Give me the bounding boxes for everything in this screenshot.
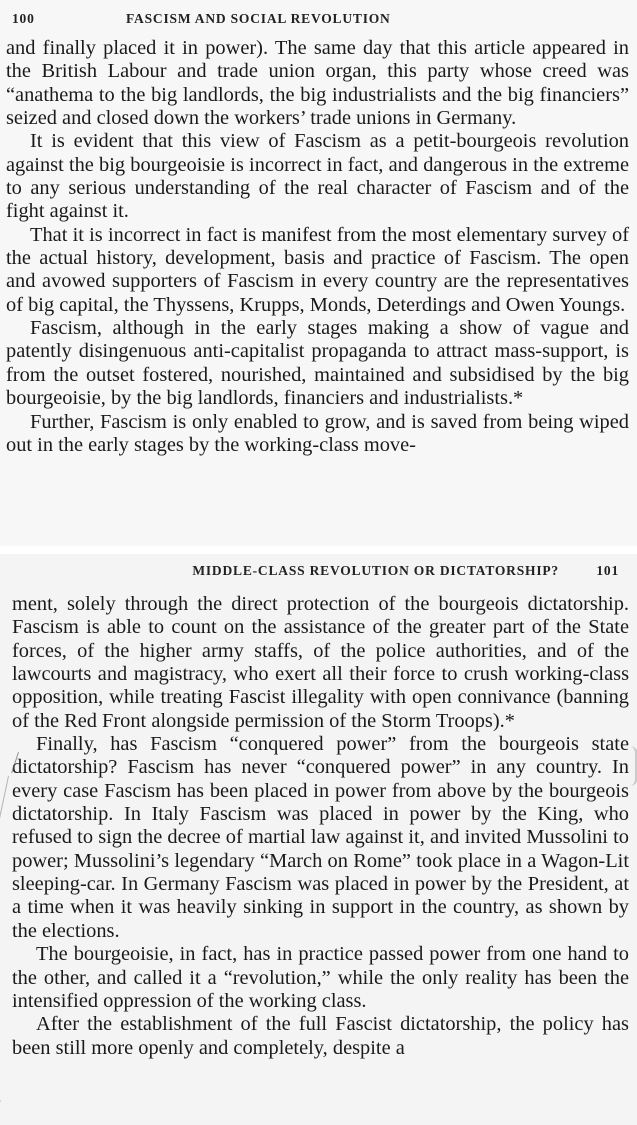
running-head-title: FASCISM AND SOCIAL REVOLUTION xyxy=(126,10,391,26)
paragraph: After the establishment of the full Fascist dictatorship, the policy has been still more openly and completely, despite a xyxy=(12,1013,629,1059)
paragraph: That it is incorrect in fact is manifest from the most elementary survey of the actual history, development, basis and practice of Fascism. The open and avowed supporters of Fascism in every country are the representatives of big capital, the Thyssens, Krupps, Monds, Deterdings and Owen Youngs. xyxy=(6,223,629,316)
body-text xyxy=(6,37,629,457)
running-head-title: MIDDLE-CLASS REVOLUTION OR DICTATORSHIP? xyxy=(192,562,559,578)
paragraph: and finally placed it in power). The same day that this article appeared in the British Labour and trade union organ, this party whose creed was “anathema to the big landlords, the big industrialists and the big financiers” seized and closed down the workers’ trade unions in Germany. xyxy=(6,37,629,130)
running-head-bottom xyxy=(12,554,629,587)
paragraph: Fascism, although in the early stages making a show of vague and patently disingenuous anti-capitalist propaganda to attract mass-support, is from the outset fostered, nourished, maintained and subsidised by the big bourgeoisie, by the big landlords, financiers and industrialists.* xyxy=(6,317,629,410)
paragraph: The bourgeoisie, in fact, has in practice passed power from one hand to the other, and called it a “revolution,” while the only reality has been the intensified oppression of the working class. xyxy=(12,943,629,1012)
body-text xyxy=(12,593,629,1060)
page-number: 101 xyxy=(596,562,619,578)
paragraph: Further, Fascism is only enabled to grow, and is saved from being wiped out in the early stages by the working-class move- xyxy=(6,410,629,456)
page-edge-shadow xyxy=(627,746,637,786)
paragraph: ment, solely through the direct protection of the bourgeois dictatorship. Fascism is able to count on the assistance of the greater part of the State forces, of the higher army staffs, of the police authorities, and of the lawcourts and magistracy, who exert all their force to crush working-class opposition, while treating Fascist illegality with open connivance (banning of the Red Front alongside permission of the Storm Troops).* xyxy=(12,593,629,732)
paragraph: It is evident that this view of Fascism as a petit-bourgeois revolution against the big bourgeoisie is incorrect in fact, and dangerous in the extreme to any serious understanding of the real character of Fascism and of the fight against it. xyxy=(6,130,629,223)
page-101 xyxy=(0,554,637,1125)
paragraph: Finally, has Fascism “conquered power” from the bourgeois state dictatorship? Fascism has never “conquered power” in any country. In every case Fascism has been placed in power from above by the bourgeois dictatorship. In Italy Fascism was placed in power by the King, who refused to sign the decree of martial law against it, and invited Mussolini to power; Mussolini’s legendary “March on Rome” took place in a Wagon-Lit sleeping-car. In Germany Fascism was placed in power by the President, at a time when it was heavily sinking in support in the country, as shown by the elections. xyxy=(12,733,629,942)
page-number: 100 xyxy=(12,10,35,26)
page-100 xyxy=(0,0,637,546)
running-head-top xyxy=(6,0,629,35)
page-divider xyxy=(0,546,637,554)
